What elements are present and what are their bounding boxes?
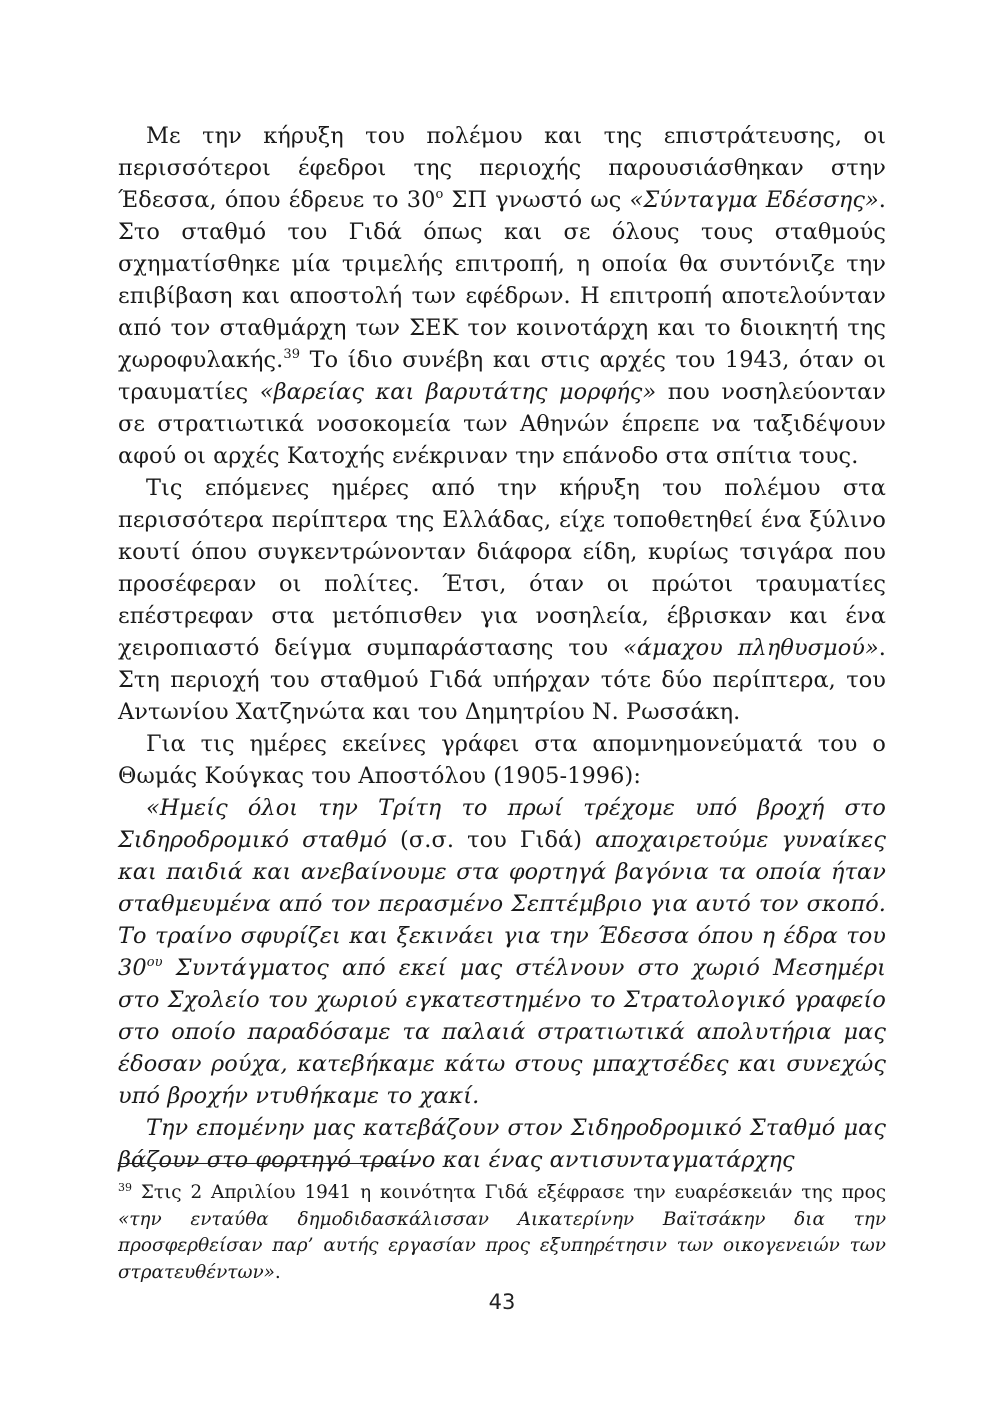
text-run: που νοσηλεύονταν σε στρατιωτικά νοσοκομεία των Αθηνών έπρεπε να ταξιδέψουν αφού οι αρχές Κατοχής ενέκριναν την επάνοδο στα σπίτια τους. (118, 379, 887, 469)
page-number: 43 (488, 1290, 516, 1314)
text-run: ΣΠ γνωστό ως (443, 187, 630, 213)
italic-quote: «άμαχου πληθυσμού» (623, 635, 879, 661)
text-run: Στις 2 Απριλίου 1941 η κοινότητα Γιδά εξέφρασε την ευαρέσκειάν της προς (132, 1182, 886, 1203)
ordinal-superscript: ο (435, 187, 444, 202)
footnote-separator (118, 1163, 418, 1164)
text-run: Τις επόμενες ημέρες από την κήρυξη του πολέμου στα περισσότερα περίπτερα της Ελλάδας, είχε τοποθετηθεί ένα ξύλινο κουτί όπου συγκεντρώνονταν διάφορα είδη, κυρίως τσιγάρα που προσέφεραν οι πολίτες. Έτσι, όταν οι πρώτοι τραυματίες επέστρεφαν στα μετόπισθεν για νοσηλεία, έβρισκαν και ένα χειροπιαστό δείγμα συμπαράστασης του (118, 475, 886, 661)
paragraph-memoir-continued: Την επομένην μας κατεβάζουν στον Σιδηροδρομικό Σταθμό μας βάζουν στο φορτηγό τραίνο και ένας αντισυνταγματάρχης (118, 1115, 886, 1173)
text-run: Συντάγματος από εκεί μας στέλνουν στο χωριό Μεσημέρι στο Σχολείο του χωριού εγκατεστημένο το Στρατολογικό γραφείο στο οποίο παραδόσαμε τα παλαιά στρατιωτικά απολυτήρια μας έδοσαν ρούχα, κατεβήκαμε κάτω στους μπαχτσέδες και συνεχώς υπό βροχήν ντυθήκαμε το χακί. (118, 955, 886, 1109)
text-run: Με την κήρυξη του πολέμου και της επιστράτευσης, οι περισσότεροι έφεδροι της περιοχής παρουσιάσθηκαν στην Έδεσσα, όπου έδρευε το 30 (118, 123, 886, 213)
text-run: . Στη περιοχή του σταθμού Γιδά υπήρχαν τότε δύο περίπτερα, του Αντωνίου Χατζηνώτα και του Δημητρίου Ν. Ρωσσάκη. (118, 635, 887, 725)
footnote-39 (118, 1180, 886, 1286)
footnote-number: 39 (118, 1181, 132, 1194)
text-run: Το ίδιο συνέβη και στις αρχές του 1943, όταν οι τραυματίες (118, 347, 886, 405)
footnote-reference[interactable]: 39 (283, 347, 301, 362)
paragraph-kiosks (118, 472, 886, 728)
page-body (118, 120, 886, 1176)
text-run: «Ημείς όλοι την Τρίτη το πρωί τρέχομε υπό βροχή στο Σιδηροδρομικό σταθμό (118, 795, 886, 853)
paragraph-memoir-quote (118, 792, 886, 1112)
ordinal-superscript: ου (146, 955, 163, 970)
editor-note: (σ.σ. του Γιδά) (400, 827, 583, 853)
italic-quote: «Σύνταγμα Εδέσσης» (629, 187, 879, 213)
text-run: . (274, 1261, 281, 1283)
paragraph-mobilization (118, 120, 886, 472)
text-run: . Στο σταθμό του Γιδά όπως και σε όλους τους σταθμούς σχηματίσθηκε μία τριμελής επιτροπή, η οποία θα συντόνιζε την επιβίβαση και αποστολή των εφέδρων. Η επιτροπή αποτελούνταν από τον σταθμάρχη των ΣΕΚ τον κοινοτάρχη και το διοικητή της χωροφυλακής. (118, 187, 886, 373)
italic-quote: «βαρείας και βαρυτάτης μορφής» (259, 379, 657, 405)
text-run: αποχαιρετούμε γυναίκες και παιδιά και ανεβαίνουμε στα φορτηγά βαγόνια τα οποία ήταν σταθμευμένα από τον περασμένο Σεπτέμβριο για αυτό τον σκοπό. Το τραίνο σφυρίζει και ξεκινάει για την Έδεσσα όπου η έδρα του 30 (118, 827, 887, 981)
paragraph-memoirs-intro: Για τις ημέρες εκείνες γράφει στα απομνημονεύματά του ο Θωμάς Κούγκας του Αποστόλου (1905-1996): (118, 731, 886, 789)
italic-quote: «την ενταύθα δημοδιδασκάλισσαν Αικατερίνην Βαϊτσάκην δια την προσφερθείσαν παρ’ αυτής εργασίαν προς εξυπηρέτησιν των οικογενειών των στρατευθέντων» (118, 1208, 886, 1283)
